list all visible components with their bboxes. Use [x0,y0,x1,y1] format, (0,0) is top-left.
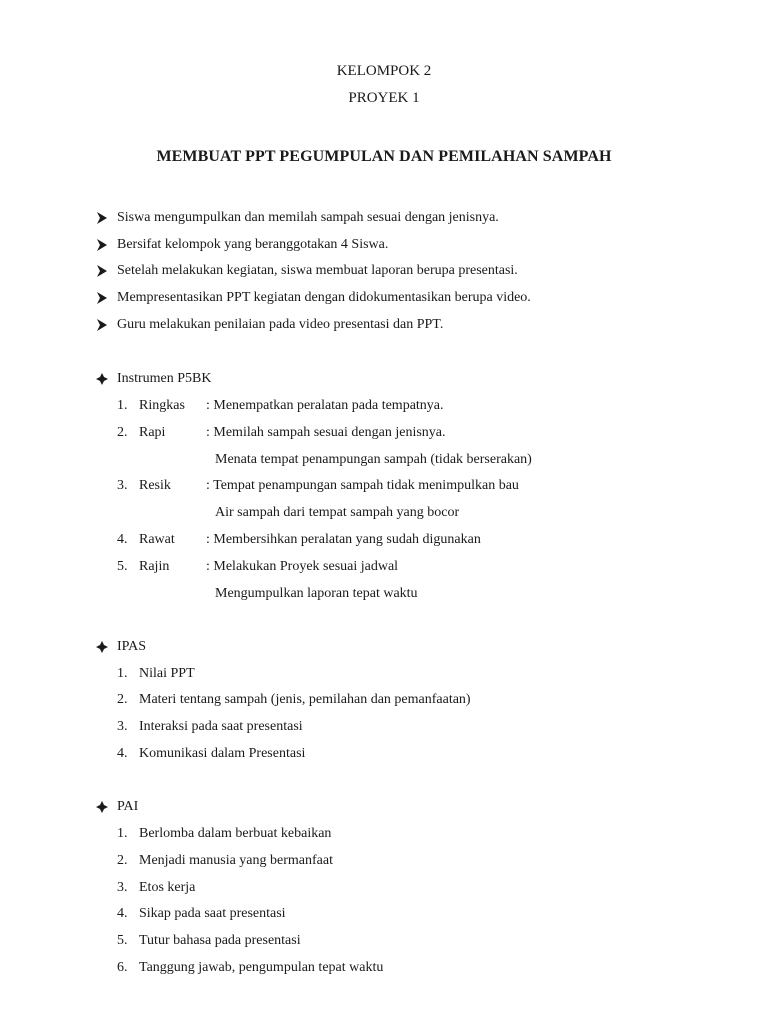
item-number: 1. [117,398,128,413]
item-description: : Tempat penampungan sampah tidak menimpulkan bau [206,478,519,493]
item-description-continued: Air sampah dari tempat sampah yang bocor [215,505,460,520]
list-item: Nilai PPT [139,666,195,681]
list-item: Tanggung jawab, pengumpulan tepat waktu [139,960,384,975]
item-label: Resik [139,478,171,493]
bullet-item: Siswa mengumpulkan dan memilah sampah sesuai dengan jenisnya. [117,210,499,225]
item-number: 3. [117,478,128,493]
item-description: : Memilah sampah sesuai dengan jenisnya. [206,425,446,440]
bullet-item: Mempresentasikan PPT kegiatan dengan didokumentasikan berupa video. [117,290,531,305]
item-description: : Membersihkan peralatan yang sudah digunakan [206,532,481,547]
document-title: MEMBUAT PPT PEGUMPULAN DAN PEMILAHAN SAMPAH [156,148,612,165]
bullet-item: Setelah melakukan kegiatan, siswa membuat laporan berupa presentasi. [117,263,518,278]
arrow-bullet-icon [95,291,109,305]
item-number: 1. [117,666,128,681]
item-description: : Menempatkan peralatan pada tempatnya. [206,398,444,413]
section-heading: PAI [117,799,139,814]
list-item: Etos kerja [139,880,196,895]
item-number: 5. [117,933,128,948]
arrow-bullet-icon [95,238,109,252]
item-number: 2. [117,425,128,440]
section-heading: IPAS [117,639,147,654]
list-item: Interaksi pada saat presentasi [139,719,303,734]
item-number: 5. [117,559,128,574]
diamond-bullet-icon [95,800,109,814]
arrow-bullet-icon [95,211,109,225]
item-label: Rawat [139,532,175,547]
project-heading: PROYEK 1 [348,90,420,106]
arrow-bullet-icon [95,264,109,278]
item-number: 4. [117,532,128,547]
group-heading: KELOMPOK 2 [336,63,432,79]
list-item: Komunikasi dalam Presentasi [139,746,306,761]
item-number: 3. [117,719,128,734]
item-number: 4. [117,746,128,761]
item-description-continued: Menata tempat penampungan sampah (tidak berserakan) [215,452,532,467]
list-item: Tutur bahasa pada presentasi [139,933,301,948]
section-heading: Instrumen P5BK [117,371,212,386]
diamond-bullet-icon [95,640,109,654]
item-label: Rapi [139,425,166,440]
diamond-bullet-icon [95,372,109,386]
item-number: 3. [117,880,128,895]
bullet-item: Bersifat kelompok yang beranggotakan 4 Siswa. [117,237,389,252]
item-description: : Melakukan Proyek sesuai jadwal [206,559,399,574]
item-number: 1. [117,826,128,841]
item-number: 6. [117,960,128,975]
bullet-item: Guru melakukan penilaian pada video presentasi dan PPT. [117,317,444,332]
item-number: 2. [117,853,128,868]
item-number: 4. [117,906,128,921]
list-item: Sikap pada saat presentasi [139,906,286,921]
list-item: Materi tentang sampah (jenis, pemilahan dan pemanfaatan) [139,692,471,707]
list-item: Berlomba dalam berbuat kebaikan [139,826,332,841]
item-description-continued: Mengumpulkan laporan tepat waktu [215,586,418,601]
arrow-bullet-icon [95,318,109,332]
item-number: 2. [117,692,128,707]
item-label: Ringkas [139,398,185,413]
list-item: Menjadi manusia yang bermanfaat [139,853,333,868]
item-label: Rajin [139,559,170,574]
